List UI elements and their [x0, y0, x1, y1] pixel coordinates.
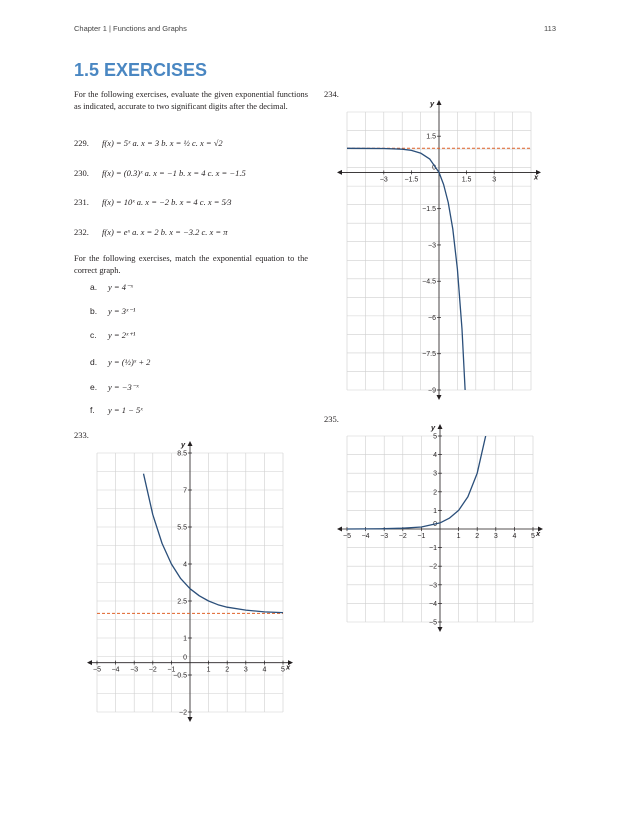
instructions-evaluate: For the following exercises, evaluate the given exponential functions as indicated, accurate to two significant digits after the decimal. [74, 90, 308, 111]
x-tick-label: 1 [456, 533, 461, 540]
y-tick-label: −3 [429, 582, 437, 590]
y-tick-label: 5 [433, 433, 437, 441]
exercise-number: 230. [74, 168, 89, 178]
y-tick-label: −3 [428, 242, 436, 250]
y-axis-label: y [431, 423, 436, 432]
y-tick-label: 2 [433, 489, 437, 497]
y-tick-label: −2 [429, 563, 437, 571]
origin-label: 0 [183, 654, 187, 662]
x-tick-label: −1 [417, 533, 426, 540]
graph-233-label: 233. [74, 430, 89, 440]
x-axis-label: x [536, 529, 541, 538]
y-tick-label: 4 [183, 561, 187, 569]
y-tick-label: −6 [428, 314, 436, 322]
exercise-text: f(x) = eˣ a. x = 2 b. x = −3.2 c. x = π [102, 227, 228, 237]
option-label: f. [90, 405, 95, 415]
page-number: 113 [544, 24, 556, 33]
x-tick-label: −3 [380, 533, 389, 540]
option-equation: y = 2ˣ⁺¹ [108, 330, 136, 340]
x-tick-label: −1 [167, 666, 176, 674]
x-tick-label: −3 [130, 666, 139, 674]
x-axis-label: x [286, 662, 291, 672]
y-tick-label: 7 [183, 487, 187, 495]
y-tick-label: 4 [433, 452, 437, 460]
exercise-number: 229. [74, 138, 89, 148]
option-equation: y = 4⁻ˣ [108, 282, 133, 292]
y-tick-label: −1 [429, 545, 437, 553]
exercise-number: 232. [74, 227, 89, 237]
x-tick-label: −5 [343, 533, 351, 540]
exercise-text: f(x) = (0.3)ˣ a. x = −1 b. x = 4 c. x = −1.5 [102, 168, 246, 178]
section-title: 1.5 EXERCISES [74, 60, 208, 80]
x-tick-label: 3 [243, 666, 248, 674]
x-tick-label: −2 [148, 666, 157, 674]
x-axis-label: x [534, 172, 539, 182]
x-tick-label: 2 [225, 666, 230, 674]
option-label: c. [90, 330, 97, 340]
x-tick-label: −4 [111, 666, 120, 674]
y-tick-label: −4.5 [422, 278, 436, 286]
y-tick-label: −0.5 [173, 672, 187, 680]
option-equation: y = 1 − 5ˣ [108, 405, 143, 415]
y-tick-label: 1 [183, 635, 187, 643]
origin-label: 0 [432, 164, 436, 172]
y-tick-label: −5 [429, 619, 437, 627]
option-label: d. [90, 357, 98, 367]
y-tick-label: −4 [429, 600, 437, 608]
y-tick-label: 3 [433, 470, 437, 478]
graph-234-label: 234. [324, 89, 339, 99]
exercise-number: 231. [74, 197, 89, 207]
option-equation: y = −3⁻ˣ [108, 382, 139, 392]
y-tick-label: −7.5 [422, 351, 436, 359]
x-tick-label: 5 [531, 533, 535, 540]
y-tick-label: 8.5 [177, 450, 187, 458]
running-header: Chapter 1 | Functions and Graphs [74, 24, 187, 33]
exercise-text: f(x) = 5ˣ a. x = 3 b. x = ½ c. x = √2 [102, 138, 223, 148]
y-tick-label: 1.5 [426, 133, 436, 141]
y-tick-label: 5.5 [177, 524, 187, 532]
option-equation: y = 3ˣ⁻¹ [108, 306, 136, 316]
x-tick-label: −5 [93, 666, 101, 674]
x-tick-label: 1.5 [461, 176, 472, 184]
exercise-text: f(x) = 10ˣ a. x = −2 b. x = 4 c. x = 5⁄3 [102, 197, 232, 207]
x-tick-label: 5 [281, 666, 285, 674]
y-axis-arrow [438, 424, 443, 429]
y-axis-label: y [181, 440, 186, 449]
x-tick-label: 2 [475, 533, 480, 540]
y-axis-arrow-bottom [438, 627, 443, 632]
option-label: e. [90, 382, 98, 392]
origin-label: 0 [433, 521, 437, 528]
y-tick-label: −1.5 [422, 206, 436, 214]
option-label: b. [90, 306, 98, 316]
option-label: a. [90, 282, 98, 292]
curve-line [347, 432, 487, 529]
x-tick-label: −3 [379, 176, 388, 184]
graph-235-label: 235. [324, 414, 339, 424]
x-tick-label: 4 [262, 666, 267, 674]
x-axis-arrow-left [337, 527, 342, 532]
x-tick-label: −4 [361, 533, 370, 540]
y-tick-label: −2 [179, 709, 187, 717]
instructions-match: For the following exercises, match the exponential equation to the correct graph. [74, 254, 308, 275]
x-tick-label: −2 [398, 533, 407, 540]
x-tick-label: 4 [512, 533, 517, 540]
y-axis-label: y [430, 99, 435, 108]
y-tick-label: 2.5 [177, 598, 187, 606]
y-tick-label: 1 [433, 507, 437, 515]
y-tick-label: −9 [428, 387, 436, 395]
option-equation: y = (½)ˣ + 2 [108, 357, 151, 367]
x-tick-label: 1 [206, 666, 211, 674]
x-tick-label: 3 [492, 176, 497, 184]
x-tick-label: −1.5 [404, 176, 419, 184]
x-tick-label: 3 [493, 533, 498, 540]
